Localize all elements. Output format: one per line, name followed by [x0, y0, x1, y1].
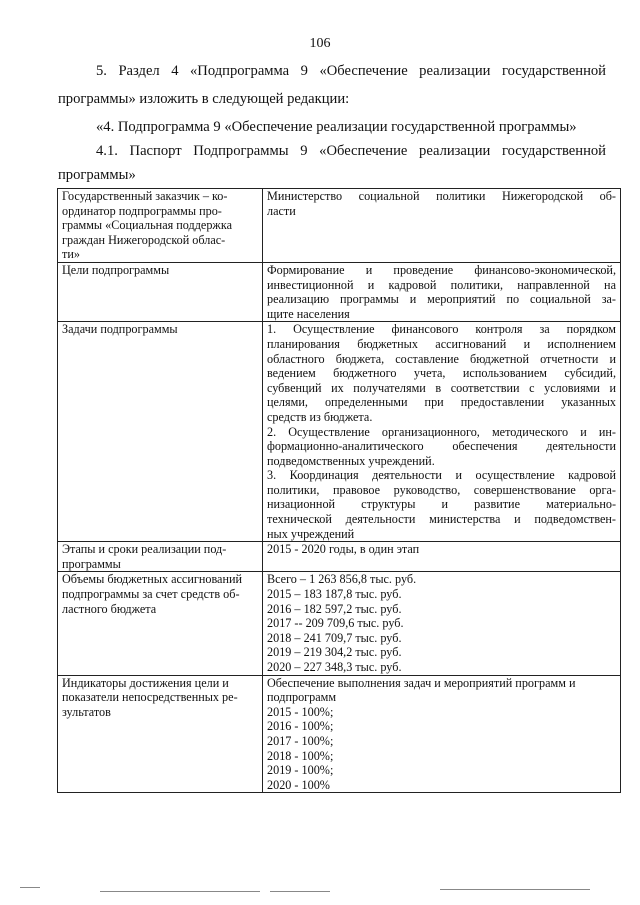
subprogram-passport-table [57, 188, 621, 793]
row-label-line: зультатов [62, 704, 111, 719]
row-value-line: Министерство социальной политики Нижегородской об- [267, 189, 616, 203]
row-value-line: политики, правовое руководство, совершенствование орга- [267, 482, 616, 497]
row-label-cell [58, 322, 263, 542]
row-value-line: 2019 - 100%; [267, 763, 334, 778]
row-value-line: формационно-аналитического обеспечения деятельности [267, 439, 616, 454]
intro-paragraph-1-line-1: 5. Раздел 4 «Подпрограмма 9 «Обеспечение реализации государственной [96, 63, 606, 79]
row-value-cell [263, 262, 621, 321]
row-value-line: 2015 – 183 187,8 тыс. руб. [267, 587, 402, 602]
row-value-line: целями, определенными при предоставлении указанных [267, 395, 616, 410]
row-value-line: 2019 – 219 304,2 тыс. руб. [267, 645, 402, 660]
row-value-line: областного бюджета, составление бюджетной отчетности и [267, 351, 616, 366]
row-label-line: граммы «Социальная поддержка [62, 218, 232, 233]
footer-scan-marks [20, 885, 620, 895]
row-label-cell [58, 542, 263, 572]
row-value-cell [263, 572, 621, 675]
row-value-line: 3. Координация деятельности и осуществление кадровой [267, 468, 616, 483]
table-row [58, 572, 621, 675]
intro-paragraph-3-line-2: программы» [58, 167, 136, 183]
table-row [58, 262, 621, 321]
row-label-line: ти» [62, 247, 80, 262]
row-value-line: 2015 - 100%; [267, 704, 334, 719]
row-value-cell [263, 322, 621, 542]
row-label-cell [58, 572, 263, 675]
row-value-line: 2. Осуществление организационного, методического и ин- [267, 424, 616, 439]
row-value-line: 2018 - 100%; [267, 748, 334, 763]
page-number: 106 [309, 36, 331, 51]
row-label-line: Индикаторы достижения цели и [62, 675, 229, 690]
row-label-line: ординатор подпрограммы про- [62, 203, 222, 218]
row-value-line: 2016 – 182 597,2 тыс. руб. [267, 601, 402, 616]
row-value-line: 2016 - 100%; [267, 719, 334, 734]
row-label-line: показатели непосредственных ре- [62, 690, 238, 705]
row-label-line: Объемы бюджетных ассигнований [62, 572, 243, 587]
intro-paragraph-2: «4. Подпрограмма 9 «Обеспечение реализации государственной программы» [96, 119, 577, 135]
table-row [58, 189, 621, 263]
row-value-line: 2020 – 227 348,3 тыс. руб. [267, 660, 402, 674]
row-value-line: низационной структуры и развитие материально- [267, 497, 616, 512]
row-value-line: Всего – 1 263 856,8 тыс. руб. [267, 572, 417, 587]
row-label-line: Этапы и сроки реализации под- [62, 542, 227, 557]
row-value-line: 1. Осуществление финансового контроля за порядком [267, 322, 616, 337]
row-label-line: подпрограммы за счет средств об- [62, 587, 240, 602]
row-label-cell [58, 262, 263, 321]
row-value-line: планирования бюджетных ассигнований и исполнением [267, 336, 616, 351]
row-value-cell [263, 189, 621, 263]
row-label-line: Государственный заказчик – ко- [62, 189, 228, 203]
row-label-cell [58, 675, 263, 793]
row-label-cell [58, 189, 263, 263]
row-value-line: подпрограмм [267, 690, 337, 705]
row-value-cell [263, 675, 621, 793]
intro-paragraph-1-line-2: программы» изложить в следующей редакции: [58, 91, 350, 107]
row-value-line: Формирование и проведение финансово-экономической, [267, 262, 616, 277]
row-value-line: 2015 - 2020 годы, в один этап [267, 542, 420, 557]
row-value-line: субвенций их получателями в соответствии с условиями и [267, 380, 616, 395]
row-value-line: ведением бюджетного учета, использованием субсидий, [267, 366, 616, 381]
row-value-line: технической деятельности министерства и подведомствен- [267, 512, 616, 527]
row-label-line: Цели подпрограммы [62, 262, 170, 277]
row-label-line: граждан Нижегородской облас- [62, 232, 226, 247]
row-label-line: Задачи подпрограммы [62, 322, 178, 337]
row-value-line: Обеспечение выполнения задач и мероприятий программ и [267, 675, 576, 690]
row-label-line: программы [62, 556, 121, 571]
row-value-line: реализацию программы и мероприятий по социальной за- [267, 292, 616, 307]
row-value-line: 2020 - 100% [267, 777, 330, 792]
row-value-line: 2018 – 241 709,7 тыс. руб. [267, 630, 402, 645]
row-value-line: щите населения [267, 306, 350, 321]
row-value-line: ласти [267, 203, 296, 218]
row-value-line: средств из бюджета. [267, 409, 373, 424]
row-value-line: инвестиционной и кадровой политики, направленной на [267, 277, 616, 292]
row-value-line: ных учреждений [267, 526, 355, 541]
row-label-line: ластного бюджета [62, 601, 157, 616]
table-row [58, 542, 621, 572]
row-value-line: 2017 - 100%; [267, 733, 334, 748]
row-value-cell [263, 542, 621, 572]
row-value-line: 2017 -- 209 709,6 тыс. руб. [267, 616, 404, 631]
intro-paragraph-3-line-1: 4.1. Паспорт Подпрограммы 9 «Обеспечение реализации государственной [96, 143, 606, 159]
table-row [58, 322, 621, 542]
row-value-line: подведомственных учреждений. [267, 453, 435, 468]
table-row [58, 675, 621, 793]
